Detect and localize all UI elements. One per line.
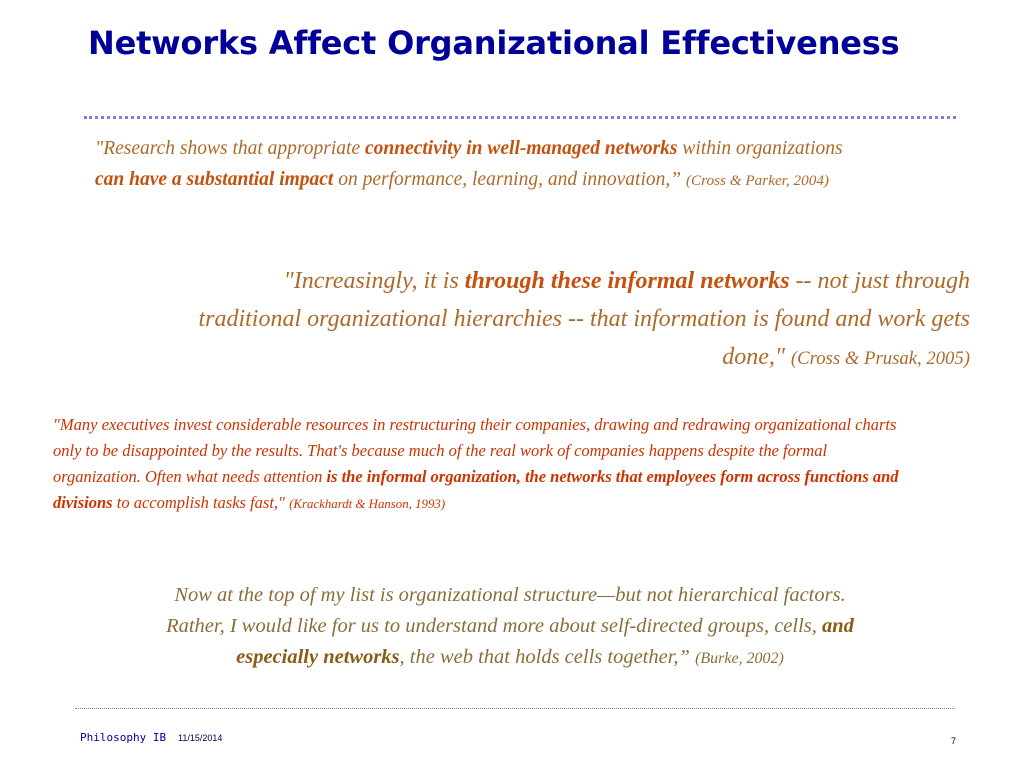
- quote-burke: [145, 580, 875, 674]
- footer-date: 11/15/2014: [178, 733, 223, 743]
- quote-emphasis: connectivity in well-managed networks: [364, 138, 678, 159]
- footer-divider: [75, 708, 955, 709]
- quote-krackhardt-hanson: [53, 412, 913, 517]
- quote-citation: (Cross & Prusak, 2005): [790, 348, 970, 369]
- quote-emphasis: is the informal organization, the networks that employees form across functions and divisions: [53, 467, 899, 512]
- quote-emphasis: can have a substantial impact: [95, 169, 334, 190]
- slide-title: Networks Affect Organizational Effectiveness: [88, 24, 900, 62]
- quote-cross-prusak: [195, 262, 970, 378]
- title-divider: [84, 116, 956, 119]
- quote-citation: (Cross & Parker, 2004): [685, 172, 829, 189]
- quote-cross-parker: [95, 133, 875, 196]
- quote-text: on performance, learning, and innovation,”: [333, 169, 686, 190]
- footer-label: Philosophy IB: [80, 731, 167, 744]
- quote-text: Now at the top of my list is organizational structure—but not hierarchical factors. Rather, I would like for us to understand more about self-directed groups, cells,: [166, 584, 846, 637]
- quote-text: within organizations: [677, 138, 843, 159]
- quote-text: "Research shows that appropriate: [95, 138, 365, 159]
- quote-text: -- not just through traditional organizational hierarchies -- that information is found and work gets done,": [198, 268, 970, 370]
- quote-emphasis: through these informal networks: [464, 268, 790, 294]
- quote-citation: (Krackhardt & Hanson, 1993): [289, 497, 446, 511]
- quote-emphasis: and especially networks: [236, 615, 854, 668]
- quote-text: "Many executives invest considerable resources in restructuring their companies, drawing and redrawing organizational charts only to be disappointed by the results. That's because much of the real work of companies happens despite the formal organization. Often what needs attention: [53, 415, 897, 486]
- quote-text: "Increasingly, it is: [283, 268, 465, 294]
- quote-citation: (Burke, 2002): [695, 650, 784, 667]
- page-number: 7: [951, 736, 957, 746]
- quote-text: to accomplish tasks fast,": [112, 493, 290, 512]
- quote-text: , the web that holds cells together,”: [399, 646, 696, 668]
